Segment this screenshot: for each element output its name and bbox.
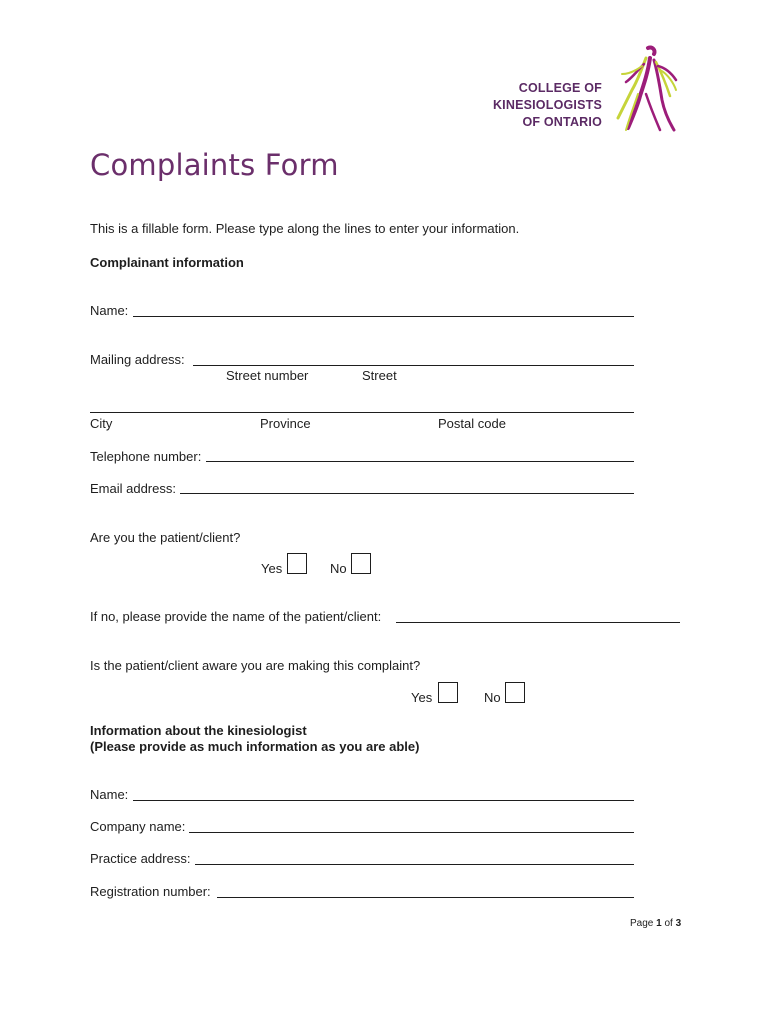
kinesiologist-heading: Information about the kinesiologist — [90, 723, 307, 738]
city-caption: City — [90, 416, 113, 431]
aware-question: Is the patient/client aware you are making this complaint? — [90, 658, 421, 673]
mailing-address-label: Mailing address: — [90, 352, 185, 367]
city-province-postal-field[interactable] — [90, 412, 634, 413]
kinesiologist-subheading: (Please provide as much information as you are able) — [90, 739, 420, 754]
postal-code-caption: Postal code — [438, 416, 506, 431]
complainant-name-label: Name: — [90, 303, 129, 318]
aware-yes-label: Yes — [411, 690, 433, 705]
practice-address-field[interactable] — [195, 864, 634, 865]
page-word: Page — [630, 918, 654, 929]
logo-line-2: KINESIOLOGISTS — [492, 98, 602, 112]
aware-yes-checkbox[interactable] — [438, 682, 458, 703]
street-caption: Street — [362, 368, 397, 383]
if-no-label: If no, please provide the name of the patient/client: — [90, 609, 382, 624]
email-label: Email address: — [90, 481, 176, 496]
kinesiologist-name-label: Name: — [90, 787, 129, 802]
complainant-name-field[interactable] — [133, 316, 634, 317]
email-field[interactable] — [180, 493, 634, 494]
registration-number-field[interactable] — [217, 897, 634, 898]
total-pages: 3 — [675, 918, 682, 929]
page-number — [630, 918, 681, 930]
kinesiologist-name-field[interactable] — [133, 800, 634, 801]
complainant-heading: Complainant information — [90, 255, 244, 270]
aware-no-checkbox[interactable] — [505, 682, 525, 703]
patient-no-checkbox[interactable] — [351, 553, 371, 574]
practice-address-label: Practice address: — [90, 851, 191, 866]
logo — [490, 44, 690, 136]
aware-no-label: No — [484, 690, 501, 705]
current-page: 1 — [656, 918, 662, 929]
page-title: Complaints Form — [90, 148, 339, 182]
intro-text: This is a fillable form. Please type along the lines to enter your information. — [90, 221, 520, 236]
province-caption: Province — [260, 416, 311, 431]
company-name-label: Company name: — [90, 819, 186, 834]
registration-number-label: Registration number: — [90, 884, 211, 899]
patient-yes-label: Yes — [261, 561, 283, 576]
telephone-field[interactable] — [206, 461, 634, 462]
patient-name-field[interactable] — [396, 622, 680, 623]
patient-no-label: No — [330, 561, 347, 576]
patient-yes-checkbox[interactable] — [287, 553, 307, 574]
street-number-caption: Street number — [226, 368, 309, 383]
logo-line-3: OF ONTARIO — [522, 115, 602, 129]
logo-line-1: COLLEGE OF — [518, 81, 602, 95]
logo-text — [493, 80, 602, 131]
company-name-field[interactable] — [189, 832, 634, 833]
mailing-address-field[interactable] — [193, 365, 634, 366]
of-word: of — [664, 918, 673, 929]
patient-question: Are you the patient/client? — [90, 530, 241, 545]
walking-figure-icon — [604, 44, 684, 136]
telephone-label: Telephone number: — [90, 449, 202, 464]
